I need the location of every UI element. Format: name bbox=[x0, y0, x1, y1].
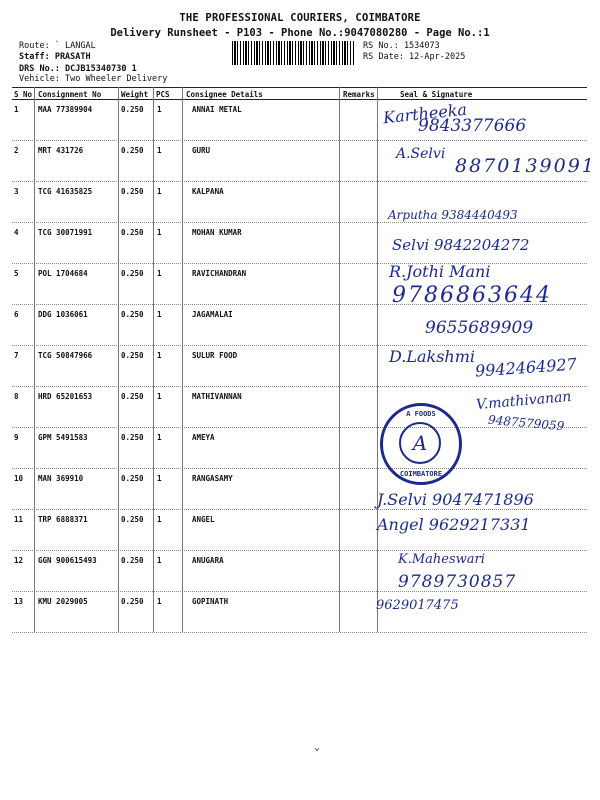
signature-row-4: Selvi 9842204272 bbox=[392, 236, 530, 254]
col-sno: S No bbox=[14, 90, 33, 99]
signature-row-8-phone: 9487579059 bbox=[487, 412, 565, 434]
row-consignment: MAN 369910 bbox=[38, 474, 84, 483]
col-consignment: Consignment No bbox=[38, 90, 102, 99]
row-sno: 5 bbox=[14, 269, 19, 278]
row-consignee: RAVICHANDRAN bbox=[192, 269, 247, 278]
row-weight: 0.250 bbox=[121, 146, 144, 155]
row-weight: 0.250 bbox=[121, 187, 144, 196]
row-pcs: 1 bbox=[157, 310, 162, 319]
row-pcs: 1 bbox=[157, 351, 162, 360]
row-consignee: AMEYA bbox=[192, 433, 215, 442]
row-consignee: SULUR FOOD bbox=[192, 351, 238, 360]
row-weight: 0.250 bbox=[121, 228, 144, 237]
company-stamp bbox=[380, 403, 462, 485]
header-top-line bbox=[12, 87, 587, 88]
company-title: THE PROFESSIONAL COURIERS, COIMBATORE bbox=[179, 12, 421, 24]
col-weight: Weight bbox=[121, 90, 149, 99]
row-consignment: DDG 1036061 bbox=[38, 310, 88, 319]
row-weight: 0.250 bbox=[121, 597, 144, 606]
stamp-bottom-text: COIMBATORE bbox=[399, 470, 443, 478]
signature-row-5-phone: 9786863644 bbox=[392, 283, 552, 308]
row-sno: 10 bbox=[14, 474, 24, 483]
row-sno: 6 bbox=[14, 310, 19, 319]
row-consignment: GGN 900615493 bbox=[38, 556, 97, 565]
row-consignment: POL 1704684 bbox=[38, 269, 88, 278]
signature-row-7-name: D.Lakshmi bbox=[389, 347, 476, 366]
row-weight: 0.250 bbox=[121, 351, 144, 360]
signature-row-1-name: Kartheeka bbox=[382, 99, 468, 128]
row-sno: 11 bbox=[14, 515, 24, 524]
signature-row-5-name: R.Jothi Mani bbox=[389, 262, 491, 281]
row-consignment: MRT 431726 bbox=[38, 146, 84, 155]
row-consignee: MOHAN KUMAR bbox=[192, 228, 242, 237]
signature-row-12-phone: 9789730857 bbox=[398, 572, 517, 592]
row-weight: 0.250 bbox=[121, 556, 144, 565]
row-sno: 7 bbox=[14, 351, 19, 360]
signature-row-7-phone: 9942464927 bbox=[474, 354, 578, 381]
barcode bbox=[232, 41, 354, 65]
row-weight: 0.250 bbox=[121, 515, 144, 524]
row-weight: 0.250 bbox=[121, 392, 144, 401]
table-row bbox=[12, 592, 587, 633]
row-sno: 9 bbox=[14, 433, 19, 442]
row-consignee: ANGEL bbox=[192, 515, 215, 524]
signature-row-13: 9629017475 bbox=[376, 598, 459, 613]
row-consignment: TCG 50847966 bbox=[38, 351, 93, 360]
col-remarks: Remarks bbox=[343, 90, 375, 99]
row-weight: 0.250 bbox=[121, 433, 144, 442]
row-consignment: TCG 30071991 bbox=[38, 228, 93, 237]
signature-row-11-line1: J.Selvi 9047471896 bbox=[377, 490, 534, 509]
row-pcs: 1 bbox=[157, 187, 162, 196]
signature-row-2-name: A.Selvi bbox=[396, 146, 446, 162]
signature-row-12-name: K.Maheswari bbox=[398, 552, 485, 567]
row-sno: 2 bbox=[14, 146, 19, 155]
row-consignee: ANUGARA bbox=[192, 556, 224, 565]
rs-number: RS No.: 1534073 bbox=[363, 41, 440, 51]
row-pcs: 1 bbox=[157, 269, 162, 278]
signature-row-3: Arputha 9384440493 bbox=[388, 208, 518, 222]
row-pcs: 1 bbox=[157, 146, 162, 155]
row-weight: 0.250 bbox=[121, 105, 144, 114]
staff-label: Staff: PRASATH bbox=[19, 52, 91, 62]
row-consignee: JAGAMALAI bbox=[192, 310, 233, 319]
row-consignment: TCG 41635825 bbox=[38, 187, 93, 196]
vehicle-label: Vehicle: Two Wheeler Delivery bbox=[19, 74, 168, 84]
col-seal: Seal & Signature bbox=[400, 90, 473, 99]
pen-mark: ⌄ bbox=[314, 742, 321, 753]
row-consignee: KALPANA bbox=[192, 187, 224, 196]
row-sno: 13 bbox=[14, 597, 24, 606]
row-sno: 12 bbox=[14, 556, 24, 565]
drs-number: DRS No.: DCJB15340730 1 bbox=[19, 64, 137, 74]
row-consignment: MAA 77389904 bbox=[38, 105, 93, 114]
row-consignment: GPM 5491583 bbox=[38, 433, 88, 442]
row-consignee: GURU bbox=[192, 146, 211, 155]
route-label: Route: ` LANGAL bbox=[19, 41, 96, 51]
signature-row-1-phone: 9843377666 bbox=[418, 116, 527, 136]
signature-row-8-name: V.mathivanan bbox=[475, 388, 573, 414]
row-sno: 1 bbox=[14, 105, 19, 114]
signature-row-6: 9655689909 bbox=[425, 318, 534, 338]
row-consignee: GOPINATH bbox=[192, 597, 229, 606]
row-consignee: RANGASAMY bbox=[192, 474, 233, 483]
row-pcs: 1 bbox=[157, 474, 162, 483]
row-consignee: MATHIVANNAN bbox=[192, 392, 242, 401]
rs-date: RS Date: 12-Apr-2025 bbox=[363, 52, 466, 62]
table-row bbox=[12, 428, 587, 469]
signature-row-2-phone: 8870139091 bbox=[455, 155, 596, 177]
col-consignee: Consignee Details bbox=[186, 90, 263, 99]
row-pcs: 1 bbox=[157, 515, 162, 524]
row-pcs: 1 bbox=[157, 228, 162, 237]
row-consignee: ANNAI METAL bbox=[192, 105, 242, 114]
col-pcs: PCS bbox=[156, 90, 170, 99]
row-weight: 0.250 bbox=[121, 269, 144, 278]
row-pcs: 1 bbox=[157, 556, 162, 565]
row-pcs: 1 bbox=[157, 392, 162, 401]
row-consignment: HRD 65201653 bbox=[38, 392, 93, 401]
row-weight: 0.250 bbox=[121, 474, 144, 483]
stamp-top-text: A FOODS bbox=[406, 410, 436, 418]
row-weight: 0.250 bbox=[121, 310, 144, 319]
signature-row-11-line2: Angel 9629217331 bbox=[377, 515, 531, 534]
row-pcs: 1 bbox=[157, 433, 162, 442]
row-pcs: 1 bbox=[157, 105, 162, 114]
row-pcs: 1 bbox=[157, 597, 162, 606]
row-separator bbox=[12, 632, 587, 633]
stamp-center: A bbox=[399, 422, 441, 464]
row-consignment: KMU 2029005 bbox=[38, 597, 88, 606]
row-sno: 4 bbox=[14, 228, 19, 237]
row-consignment: TRP 6888371 bbox=[38, 515, 88, 524]
row-sno: 3 bbox=[14, 187, 19, 196]
runsheet-subtitle: Delivery Runsheet - P103 - Phone No.:9047080280 - Page No.:1 bbox=[110, 27, 490, 39]
row-sno: 8 bbox=[14, 392, 19, 401]
